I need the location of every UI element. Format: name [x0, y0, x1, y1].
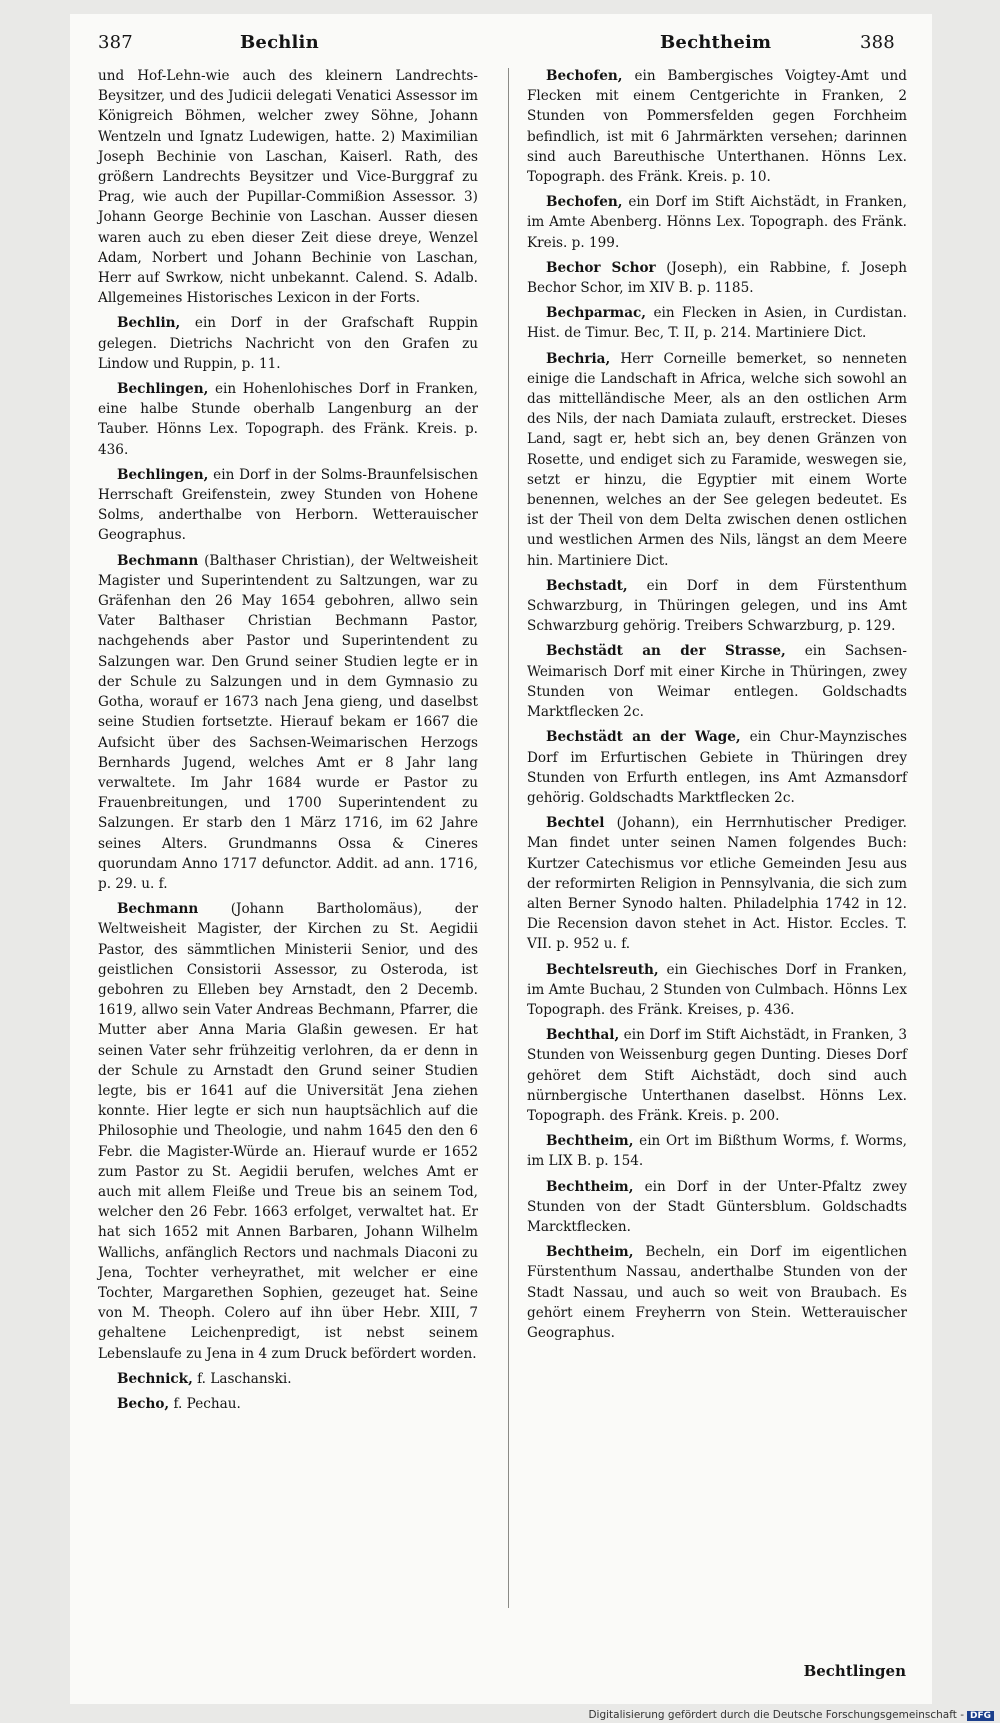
entry-text: ein Bambergisches Voigtey-Amt und Flecken mit einem Centgerichte in Franken, 2 Stunden von Pommersfelden gegen Forchheim befindlich, ist mit 6 Jahrmärkten versehen; darinnen sind auch Bareuthische Unterthanen. Hönns Lex. Topograph. des Fränk. Kreis. p. 10. [527, 68, 907, 186]
column-divider [508, 68, 509, 1608]
page-number-left: 387 [98, 32, 133, 53]
dictionary-entry [98, 66, 478, 308]
entry-text: ein Dorf im Stift Aichstädt, in Franken, im Amte Abenberg. Hönns Lex. Topograph. des Fränk. Kreis. p. 199. [527, 194, 907, 251]
entry-text: ein Sachsen-Weimarisch Dorf mit einer Kirche in Thüringen, zwey Stunden von Weimar entlegen. Goldschadts Marktflecken 2c. [527, 643, 907, 721]
dictionary-entry [527, 1242, 907, 1343]
digitization-footer [588, 1709, 994, 1721]
catchword: Bechtlingen [803, 1662, 906, 1680]
entry-headword: Bechparmac, [546, 305, 647, 322]
dictionary-entry [98, 379, 478, 460]
entry-text: ein Dorf in der Unter-Pfaltz zwey Stunden von der Stadt Güntersblum. Goldschadts Marcktflecken. [527, 1178, 907, 1235]
entry-text: (Joseph), ein Rabbine, f. Joseph Bechor Schor, im XIV B. p. 1185. [527, 259, 907, 297]
entry-headword: Bechor Schor [546, 259, 656, 276]
dictionary-entry [98, 465, 478, 546]
running-head-left: Bechlin [240, 32, 319, 53]
entry-headword: Bechlin, [117, 315, 181, 332]
entry-headword: Bechtheim, [546, 1244, 634, 1261]
entry-text: ein Dorf in dem Fürstenthum Schwarzburg, in Thüringen gelegen, und ins Amt Schwarzburg gehörig. Treibers Schwarzburg, p. 129. [527, 577, 907, 635]
dictionary-entry [527, 727, 907, 808]
dfg-logo: DFG [967, 1711, 994, 1721]
running-head-right: Bechtheim [660, 32, 772, 53]
dictionary-entry [527, 66, 907, 187]
entry-text: ein Dorf im Stift Aichstädt, in Franken, 3 Stunden von Weissenburg gegen Dunting. Dieses Dorf gehöret dem Stift Aichstädt, doch sind auch nürnbergische Unterthanen daselbst. Hönns Lex. Topograph. des Fränk. Kreis. p. 200. [527, 1027, 907, 1124]
dictionary-entry [98, 313, 478, 374]
entry-text: Becheln, ein Dorf im eigentlichen Fürstenthum Nassau, anderthalbe Stunden von der Stadt Nassau, und auch so weit von Braubach. Es gehört einem Freyherrn von Stein. Wetterauischer Geographus. [527, 1244, 908, 1341]
entry-text: und Hof-Lehn-wie auch des kleinern Landrechts-Beysitzer, und des Judicii delegati Venatici Assessor im Königreich Böhmen, welcher zwey Söhne, Johann Wentzeln und Ignatz Ludewigen, hatte. 2) Maximilian Joseph Bechinie von Laschan, Kaiserl. Rath, des größern Landrechts Beysitzer und Vice-Burggraf zu Prag, wie auch der Pupillar-Commißion Assessor. 3) Johann George Bechinie von Laschan. Ausser diesen waren auch zu eben dieser Zeit diese dreye, Wenzel Adam, Norbert und Johann Bechinie von Laschan, Herr auf Swrkow, nicht unbekannt. Calend. S. Adalb. Allgemeines Historisches Lexicon in der Forts. [98, 68, 478, 307]
dictionary-entry [527, 1177, 907, 1238]
entry-headword: Bechmann [117, 901, 199, 918]
entry-headword: Bechnick, [117, 1370, 193, 1387]
entry-headword: Bechlingen, [117, 466, 209, 483]
entry-headword: Bechmann [117, 552, 199, 569]
entry-headword: Bechstädt an der Wage, [546, 729, 741, 746]
dictionary-entry [527, 258, 907, 298]
dictionary-entry [98, 551, 478, 894]
dictionary-entry [527, 576, 907, 637]
entry-text: ein Chur-Maynzisches Dorf im Erfurtischen Gebiete in Thüringen drey Stunden von Erfurth entlegen, ins Amt Azmansdorf gehörig. Goldschadts Marktflecken 2c. [527, 729, 908, 806]
dictionary-entry [98, 899, 478, 1364]
entry-headword: Bechstädt an der Strasse, [546, 643, 786, 660]
entry-headword: Bechstadt, [546, 577, 628, 594]
dictionary-entry [98, 1369, 478, 1389]
dictionary-entry [527, 960, 907, 1021]
entry-text: ein Giechisches Dorf in Franken, im Amte Buchau, 2 Stunden von Culmbach. Hönns Lex Topograph. des Fränk. Kreises, p. 436. [527, 961, 907, 1018]
entry-headword: Bechthal, [546, 1027, 620, 1044]
entry-headword: Bechofen, [546, 194, 623, 211]
entry-text: (Johann Bartholomäus), der Weltweisheit Magister, der Kirchen zu St. Aegidii Pastor, des sämmtlichen Ministerii Senior, und des geistlichen Consistorii Assessor, zu Osteroda, ist gebohren zu Elleben bey Arnstadt, den 2 Decemb. 1619, allwo sein Vater Andreas Bechmann, Pfarrer, die Mutter aber Anna Maria Glaßin gewesen. Er hat seinen Vater sehr frühzeitig verlohren, da er denn in der Schule zu Arnstadt den Grund seiner Studien legte, bis er 1641 auf die Universität Jena ziehen konnte. Hier legte er sich nun hauptsächlich auf die Philosophie und Theologie, und nahm 1645 den den 6 Febr. die Magister-Würde an. Hierauf wurde er 1652 zum Pastor zu St. Aegidii berufen, welches Amt er auch mit allem Fleiße und Treue bis an seinem Tod, welcher den 26 Febr. 1663 erfolget, verwaltet hat. Er hat sich 1652 mit Annen Barbaren, Johann Wilhelm Wallichs, anfänglich Rectors und nachmals Diaconi zu Jena, Tochter verheyrathet, mit welcher er eine Tochter, Margarethen Sophien, gezeuget hat. Seine von M. Theoph. Colero auf ihn über Hebr. XIII, 7 gehaltene Leichenpredigt, ist nebst seinem Lebenslaufe zu Jena in 4 zum Druck befördert worden. [98, 901, 478, 1362]
entry-text: f. Pechau. [173, 1396, 241, 1412]
entry-headword: Bechtheim, [546, 1178, 634, 1195]
entry-headword: Bechria, [546, 350, 611, 367]
entry-headword: Bechtelsreuth, [546, 961, 659, 978]
entry-headword: Becho, [117, 1396, 170, 1412]
entry-text: Herr Corneille bemerket, so nenneten einige die Landschaft in Africa, welche sich sowohl an das mittelländische Meer, als an den ostlichen Arm des Nils, der nach Damiata zulauft, erstrecket. Dieses Land, sagt er, hebt sich an, bey denen Gränzen von Rosette, und endiget sich zu Faramide, weswegen sie, setzt er hinzu, die Egyptier mit einem Worte benennen, welches an der See gelegen bedeutet. Es ist der Theil von dem Delta zwischen denen ostlichen und westlichen Armen des Nils, längst an dem Meere hin. Martiniere Dict. [527, 350, 907, 569]
footer-text: Digitalisierung gefördert durch die Deutsche Forschungsgemeinschaft - [588, 1709, 964, 1721]
entry-text: ein Hohenlohisches Dorf in Franken, eine halbe Stunde oberhalb Langenburg an der Tauber. Hönns Lex. Topograph. des Fränk. Kreis. p. 436. [98, 381, 478, 458]
dictionary-entry [527, 813, 907, 954]
entry-text: ein Dorf in der Grafschaft Ruppin gelegen. Dietrichs Nachricht von den Grafen zu Lindow und Ruppin, p. 11. [98, 315, 478, 372]
right-column [527, 66, 907, 1348]
dictionary-entry [527, 192, 907, 253]
page-number-right: 388 [860, 32, 895, 53]
dictionary-entry [527, 641, 907, 722]
dictionary-entry [527, 303, 907, 343]
dictionary-entry [527, 1025, 907, 1126]
dictionary-entry [527, 1131, 907, 1171]
entry-text: (Johann), ein Herrnhutischer Prediger. Man findet unter seinen Namen folgendes Buch: Kurtzer Catechismus vor etliche Gemeinden Jesu aus der reformirten Religion in Pennsylvania, die sich zum alten Berner Synodo halten. Philadelphia 1742 in 12. Die Recension davon stehet in Act. Histor. Eccles. T. VII. p. 952 u. f. [527, 815, 907, 953]
entry-text: ein Flecken in Asien, in Curdistan. Hist. de Timur. Bec, T. II, p. 214. Martiniere Dict. [527, 305, 907, 342]
entry-text: ein Ort im Bißthum Worms, f. Worms, im LIX B. p. 154. [527, 1133, 907, 1170]
dictionary-entry [98, 1394, 478, 1414]
entry-text: ein Dorf in der Solms-Braunfelsischen Herrschaft Greifenstein, zwey Stunden von Hohene Solms, anderthalbe von Herborn. Wetterauischer Geographus. [98, 466, 478, 544]
entry-headword: Bechtel [546, 815, 605, 832]
left-column [98, 66, 478, 1419]
book-page [70, 14, 932, 1704]
entry-headword: Bechofen, [546, 68, 623, 84]
entry-headword: Bechtheim, [546, 1133, 634, 1150]
entry-text: (Balthaser Christian), der Weltweisheit Magister und Superintendent zu Saltzungen, war zu Gräfenhan den 26 May 1654 gebohren, allwo sein Vater Balthaser Christian Bechmann Pastor, nachgehends aber Pastor und Superintendent zu Salzungen war. Den Grund seiner Studien legte er in der Schule zu Salzungen und in dem Gymnasio zu Gotha, worauf er 1673 nach Jena gieng, und daselbst seine Studien fortsetzte. Hierauf bekam er 1667 die Aufsicht über des Sachsen-Weimarischen Herzogs Bernhards Jugend, welches Amt er 8 Jahr lang verwaltete. Im Jahr 1684 wurde er Pastor zu Frauenbreitungen, und 1700 Superintendent zu Salzungen. Er starb den 1 März 1716, im 62 Jahre seines Alters. Grundmanns Ossa & Cineres quorundam Anno 1717 defunctor. Addit. ad ann. 1716, p. 29. u. f. [98, 552, 479, 892]
entry-text: f. Laschanski. [197, 1370, 292, 1387]
dictionary-entry [527, 349, 907, 571]
entry-headword: Bechlingen, [117, 381, 209, 398]
